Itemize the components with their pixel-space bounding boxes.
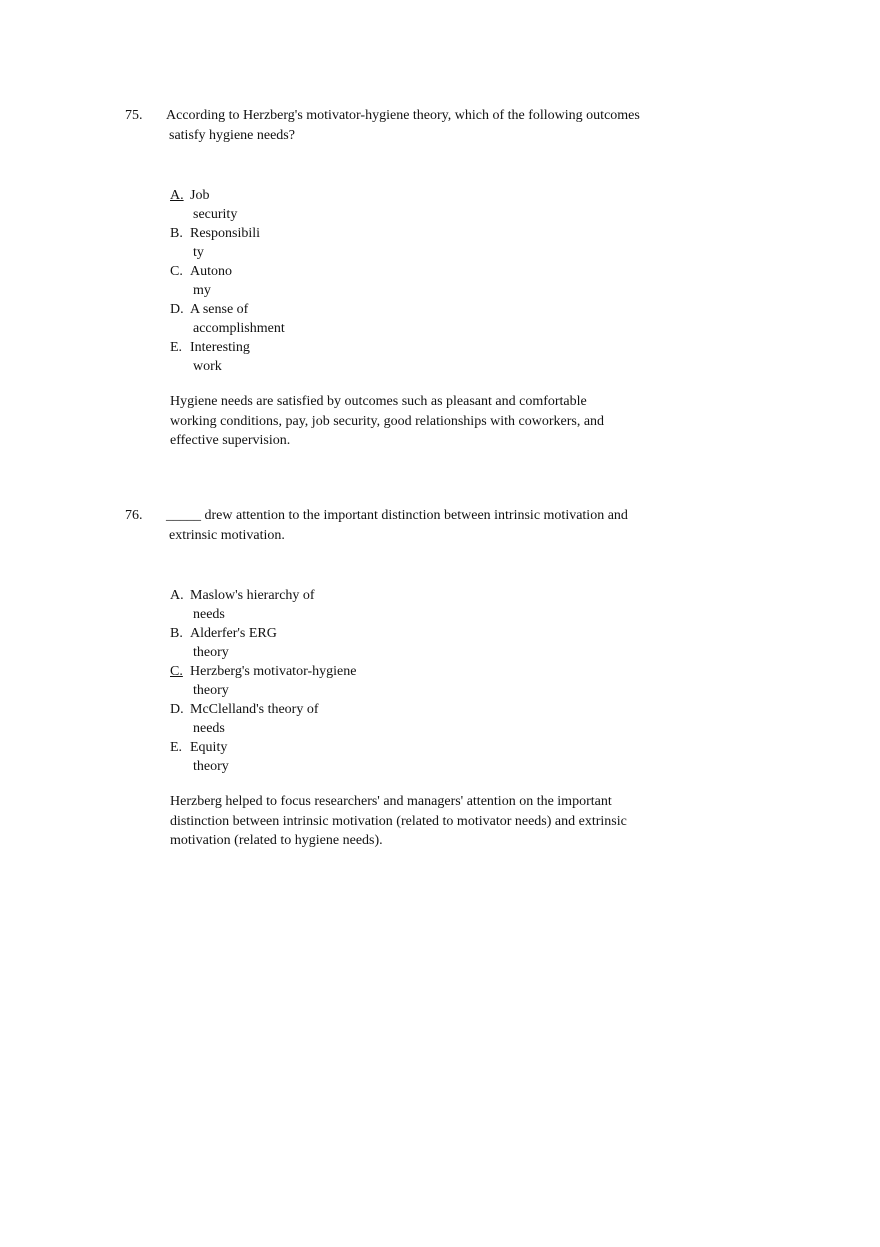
choice-d <box>170 700 470 738</box>
choice-letter: E. <box>170 340 183 355</box>
choice-letter-correct: C. <box>170 664 183 679</box>
choice-b <box>170 624 470 662</box>
choice-letter: E. <box>170 740 183 755</box>
choice-letter: A. <box>170 588 184 603</box>
choice-text: Equity <box>190 740 228 755</box>
choice-letter: D. <box>170 702 184 717</box>
choice-letter: D. <box>170 302 184 317</box>
explanation-line: distinction between intrinsic motivation (related to motivator needs) and extrinsic <box>170 813 627 829</box>
choice-text-continued: theory <box>193 759 229 774</box>
question-stem-line: extrinsic motivation. <box>169 528 285 543</box>
choice-e <box>170 738 470 776</box>
choice-letter: B. <box>170 626 183 641</box>
choice-c <box>170 662 470 700</box>
question-stem-line: _____ drew attention to the important distinction between intrinsic motivation and <box>166 508 628 523</box>
choice-text: Autono <box>190 264 232 279</box>
choice-text-continued: needs <box>193 607 225 622</box>
choice-a <box>170 186 470 224</box>
question-stem <box>166 106 666 146</box>
explanation-line: working conditions, pay, job security, good relationships with coworkers, and <box>170 413 605 429</box>
choice-d <box>170 300 470 338</box>
answer-choices <box>170 586 470 776</box>
choice-text: Alderfer's ERG <box>190 626 277 641</box>
choice-text: Maslow's hierarchy of <box>190 588 315 603</box>
question-stem <box>166 506 666 546</box>
answer-explanation <box>170 392 640 451</box>
choice-letter-correct: A. <box>170 188 184 203</box>
choice-text-continued: ty <box>193 245 204 260</box>
choice-text-continued: work <box>193 359 222 374</box>
choice-e <box>170 338 470 376</box>
answer-explanation <box>170 792 640 851</box>
choice-text: Responsibili <box>190 226 261 241</box>
choice-text-continued: needs <box>193 721 225 736</box>
answer-choices <box>170 186 470 376</box>
choice-text: Job <box>190 188 210 203</box>
choice-b <box>170 224 470 262</box>
choice-text: A sense of <box>190 302 249 317</box>
choice-text: Herzberg's motivator-hygiene <box>190 664 357 679</box>
question-stem-line: According to Herzberg's motivator-hygiene theory, which of the following outcomes <box>166 108 640 123</box>
question-number: 76. <box>125 508 143 523</box>
explanation-line: Hygiene needs are satisfied by outcomes such as pleasant and comfortable <box>170 394 587 409</box>
choice-letter: C. <box>170 264 183 279</box>
choice-text: Interesting <box>190 340 250 355</box>
choice-letter: B. <box>170 226 183 241</box>
explanation-line: motivation (related to hygiene needs). <box>170 833 383 848</box>
choice-text: McClelland's theory of <box>190 702 319 717</box>
choice-c <box>170 262 470 300</box>
question-stem-line: satisfy hygiene needs? <box>169 128 295 143</box>
question-number: 75. <box>125 108 143 123</box>
choice-text-continued: security <box>193 207 238 222</box>
explanation-line: effective supervision. <box>170 433 291 448</box>
choice-text-continued: theory <box>193 683 229 698</box>
choice-a <box>170 586 470 624</box>
choice-text-continued: my <box>193 283 211 298</box>
choice-text-continued: accomplishment <box>193 321 285 336</box>
explanation-line: Herzberg helped to focus researchers' and managers' attention on the important <box>170 794 612 809</box>
choice-text-continued: theory <box>193 645 229 660</box>
